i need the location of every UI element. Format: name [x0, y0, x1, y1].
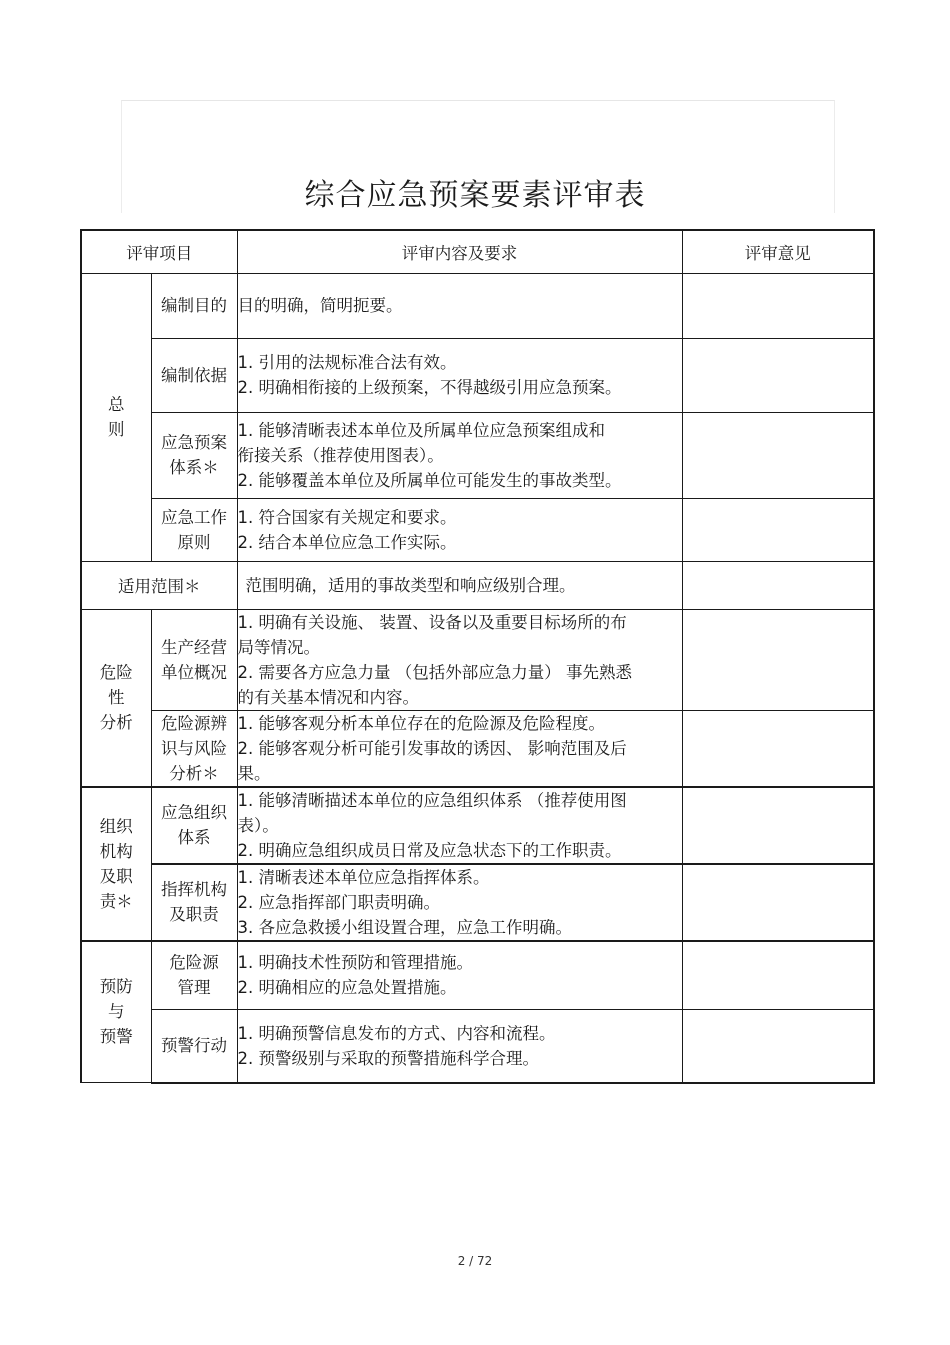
header-opinion: 评审意见 [682, 230, 874, 273]
content-cell: 目的明确，简明扼要。 [237, 273, 682, 338]
page-indicator: 2 / 72 [457, 1254, 493, 1268]
content-cell: 1. 明确技术性预防和管理措施。 2. 明确相应的应急处置措施。 [237, 941, 682, 1010]
content-cell: 1. 明确有关设施、 装置、设备以及重要目标场所的布 局等情况。 2. 需要各方应急力量 （包括外部应急力量） 事先熟悉 的有关基本情况和内容。 [237, 609, 682, 710]
table-row [81, 609, 874, 710]
opinion-cell [682, 710, 874, 787]
content-cell: 1. 能够客观分析本单位存在的危险源及危险程度。 2. 能够客观分析可能引发事故的诱因、 影响范围及后 果。 [237, 710, 682, 787]
header-item: 评审项目 [81, 230, 237, 273]
opinion-cell [682, 273, 874, 338]
category-general: 总 则 [81, 273, 151, 561]
table-row [81, 1010, 874, 1083]
category-risk: 危险 性 分析 [81, 609, 151, 787]
item-cell: 指挥机构 及职责 [151, 864, 237, 941]
item-cell: 编制依据 [151, 338, 237, 412]
table-row [81, 787, 874, 864]
item-cell: 编制目的 [151, 273, 237, 338]
header-content: 评审内容及要求 [237, 230, 682, 273]
category-org: 组织 机构 及职 责＊ [81, 787, 151, 941]
content-cell: 1. 能够清晰描述本单位的应急组织体系 （推荐使用图 表）。 2. 明确应急组织成员日常及应急状态下的工作职责。 [237, 787, 682, 864]
opinion-cell [682, 864, 874, 941]
opinion-cell [682, 338, 874, 412]
item-cell: 应急预案 体系＊ [151, 412, 237, 498]
review-table [80, 229, 875, 1084]
opinion-cell [682, 412, 874, 498]
category-prevention: 预防 与 预警 [81, 941, 151, 1083]
opinion-cell [682, 787, 874, 864]
table-row [81, 498, 874, 561]
table-row [81, 412, 874, 498]
content-cell: 1. 符合国家有关规定和要求。 2. 结合本单位应急工作实际。 [237, 498, 682, 561]
table-row [81, 941, 874, 1010]
table-row [81, 338, 874, 412]
scope-item: 适用范围＊ [81, 561, 237, 609]
item-cell: 应急工作 原则 [151, 498, 237, 561]
content-cell: 1. 清晰表述本单位应急指挥体系。 2. 应急指挥部门职责明确。 3. 各应急救援小组设置合理，应急工作明确。 [237, 864, 682, 941]
table-header-row [81, 230, 874, 273]
table-row [81, 273, 874, 338]
opinion-cell [682, 609, 874, 710]
content-cell: 1. 能够清晰表述本单位及所属单位应急预案组成和 衔接关系（推荐使用图表）。 2. 能够覆盖本单位及所属单位可能发生的事故类型。 [237, 412, 682, 498]
opinion-cell [682, 1010, 874, 1083]
opinion-cell [682, 561, 874, 609]
opinion-cell [682, 941, 874, 1010]
item-cell: 应急组织 体系 [151, 787, 237, 864]
table-row [81, 864, 874, 941]
item-cell: 危险源 管理 [151, 941, 237, 1010]
item-cell: 危险源辨 识与风险 分析＊ [151, 710, 237, 787]
scope-content: 范围明确，适用的事故类型和响应级别合理。 [237, 561, 682, 609]
content-cell: 1. 引用的法规标准合法有效。 2. 明确相衔接的上级预案，不得越级引用应急预案。 [237, 338, 682, 412]
table-row [81, 710, 874, 787]
content-cell: 1. 明确预警信息发布的方式、内容和流程。 2. 预警级别与采取的预警措施科学合理。 [237, 1010, 682, 1083]
opinion-cell [682, 498, 874, 561]
table-row [81, 561, 874, 609]
page-title: 综合应急预案要素评审表 [304, 178, 646, 213]
item-cell: 生产经营 单位概况 [151, 609, 237, 710]
item-cell: 预警行动 [151, 1010, 237, 1083]
